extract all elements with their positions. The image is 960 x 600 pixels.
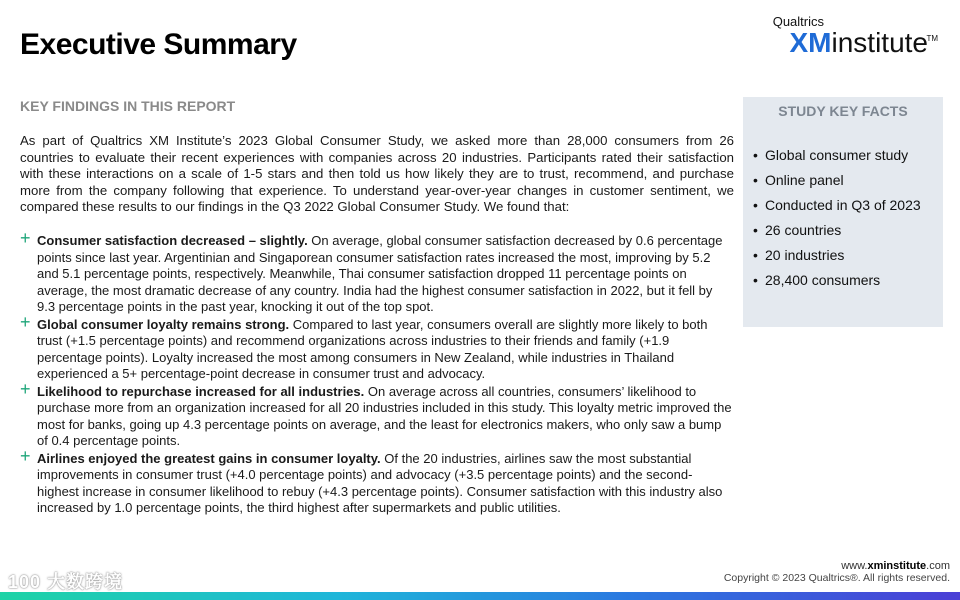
fact-item	[743, 243, 943, 268]
fact-item	[743, 218, 943, 243]
url-prefix: www.	[841, 560, 868, 572]
finding-item	[20, 445, 734, 517]
footer-gradient-bar	[0, 592, 960, 600]
fact-item	[743, 268, 943, 293]
findings-list	[20, 228, 734, 518]
fact-text: 28,400 consumers	[765, 272, 881, 288]
finding-lead: Consumer satisfaction decreased – slightly.	[37, 233, 308, 248]
study-facts-list	[743, 143, 943, 293]
logo-institute: institute	[831, 27, 928, 58]
fact-text: Conducted in Q3 of 2023	[765, 197, 921, 213]
plus-icon: +	[20, 228, 31, 248]
bullet-icon: •	[753, 147, 758, 163]
finding-lead: Global consumer loyalty remains strong.	[37, 316, 290, 332]
logo-wordmark	[790, 28, 929, 58]
fact-item	[743, 143, 943, 168]
study-key-facts-heading: STUDY KEY FACTS	[778, 103, 908, 119]
logo-xm: XM	[789, 27, 832, 58]
bullet-icon: •	[753, 247, 758, 263]
fact-item	[743, 168, 943, 193]
bullet-icon: •	[753, 272, 758, 288]
finding-text: Compared to last year, consumers overall are slightly more likely to both trust (+1.5 percentage points) and recommend organizations across industries to their friends and family (+1.9 percentage points). Loyalty increased the most among consumers in New Zealand, while industries in Thailand experienced a 5+ percentage-point decrease in consumer trust and advocacy.	[37, 316, 708, 381]
bullet-icon: •	[753, 222, 758, 238]
finding-item	[20, 311, 734, 383]
finding-lead: Airlines enjoyed the greatest gains in consumer loyalty.	[37, 450, 381, 466]
intro-paragraph: As part of Qualtrics XM Institute’s 2023 Global Consumer Study, we asked more than 28,000 consumers from 26 countries to evaluate their recent experiences with companies across 20 industries. Participants rated their satisfaction with these interactions on a scale of 1-5 stars and then told us how likely they are to trust, recommend, and purchase more from the company following that experience. To understand year-over-year changes in customer sentiment, we compared these results to our findings in the Q3 2022 Global Consumer Study. We found that:	[20, 133, 734, 214]
finding-item	[20, 378, 734, 450]
fact-text: 26 countries	[765, 222, 842, 238]
url-suffix: .com	[926, 560, 950, 572]
url-domain: xminstitute	[867, 560, 927, 572]
page-title: Executive Summary	[20, 28, 297, 61]
plus-icon: +	[20, 378, 31, 399]
footer-website	[841, 560, 950, 572]
bullet-icon: •	[753, 197, 758, 213]
plus-icon: +	[20, 445, 31, 466]
fact-item	[743, 193, 943, 218]
finding-text: Of the 20 industries, airlines saw the most substantial improvements in consumer trust (+4.0 percentage points) and advocacy (+3.5 percentage points) and the second-highest increase in consumer likelihood to rebuy (+4.3 percentage points). Consumer satisfaction with this industry also increased by 1.0 percentage points, the third highest after supermarkets and public utilities.	[37, 450, 723, 515]
bullet-icon: •	[753, 172, 758, 188]
logo-trademark: TM	[926, 34, 938, 43]
fact-text: Online panel	[765, 172, 844, 188]
finding-text: On average across all countries, consumers’ likelihood to purchase more from an organization increased for all 20 industries included in this study. This loyalty metric improved the most for banks, going up 4.3 percentage points on average, and the least for electronics makers, who only saw a bump of 0.4 percentage points.	[37, 383, 732, 448]
key-findings-heading: KEY FINDINGS IN THIS REPORT	[20, 98, 236, 114]
study-key-facts-panel	[743, 97, 943, 327]
fact-text: 20 industries	[765, 247, 845, 263]
finding-item	[20, 228, 734, 316]
finding-text: On average, global consumer satisfaction decreased by 0.6 percentage points since last year. Argentinian and Singaporean consumer satisfaction rates increased the most, improving by 5.2 and 5.1 percentage points, respectively. Meanwhile, Thai consumer satisfaction dropped 11 percentage points on average, the most dramatic decrease of any country. India had the highest consumer satisfaction in 2022, but it fell by 9.3 percentage points in the past year, knocking it out of the top spot.	[37, 233, 723, 314]
finding-lead: Likelihood to repurchase increased for all industries.	[37, 383, 365, 399]
footer-copyright: Copyright © 2023 Qualtrics®. All rights reserved.	[723, 572, 950, 584]
logo-brand: Qualtrics	[772, 14, 824, 29]
plus-icon: +	[20, 311, 31, 332]
fact-text: Global consumer study	[765, 147, 909, 163]
watermark: 100 大数跨境	[8, 572, 124, 592]
